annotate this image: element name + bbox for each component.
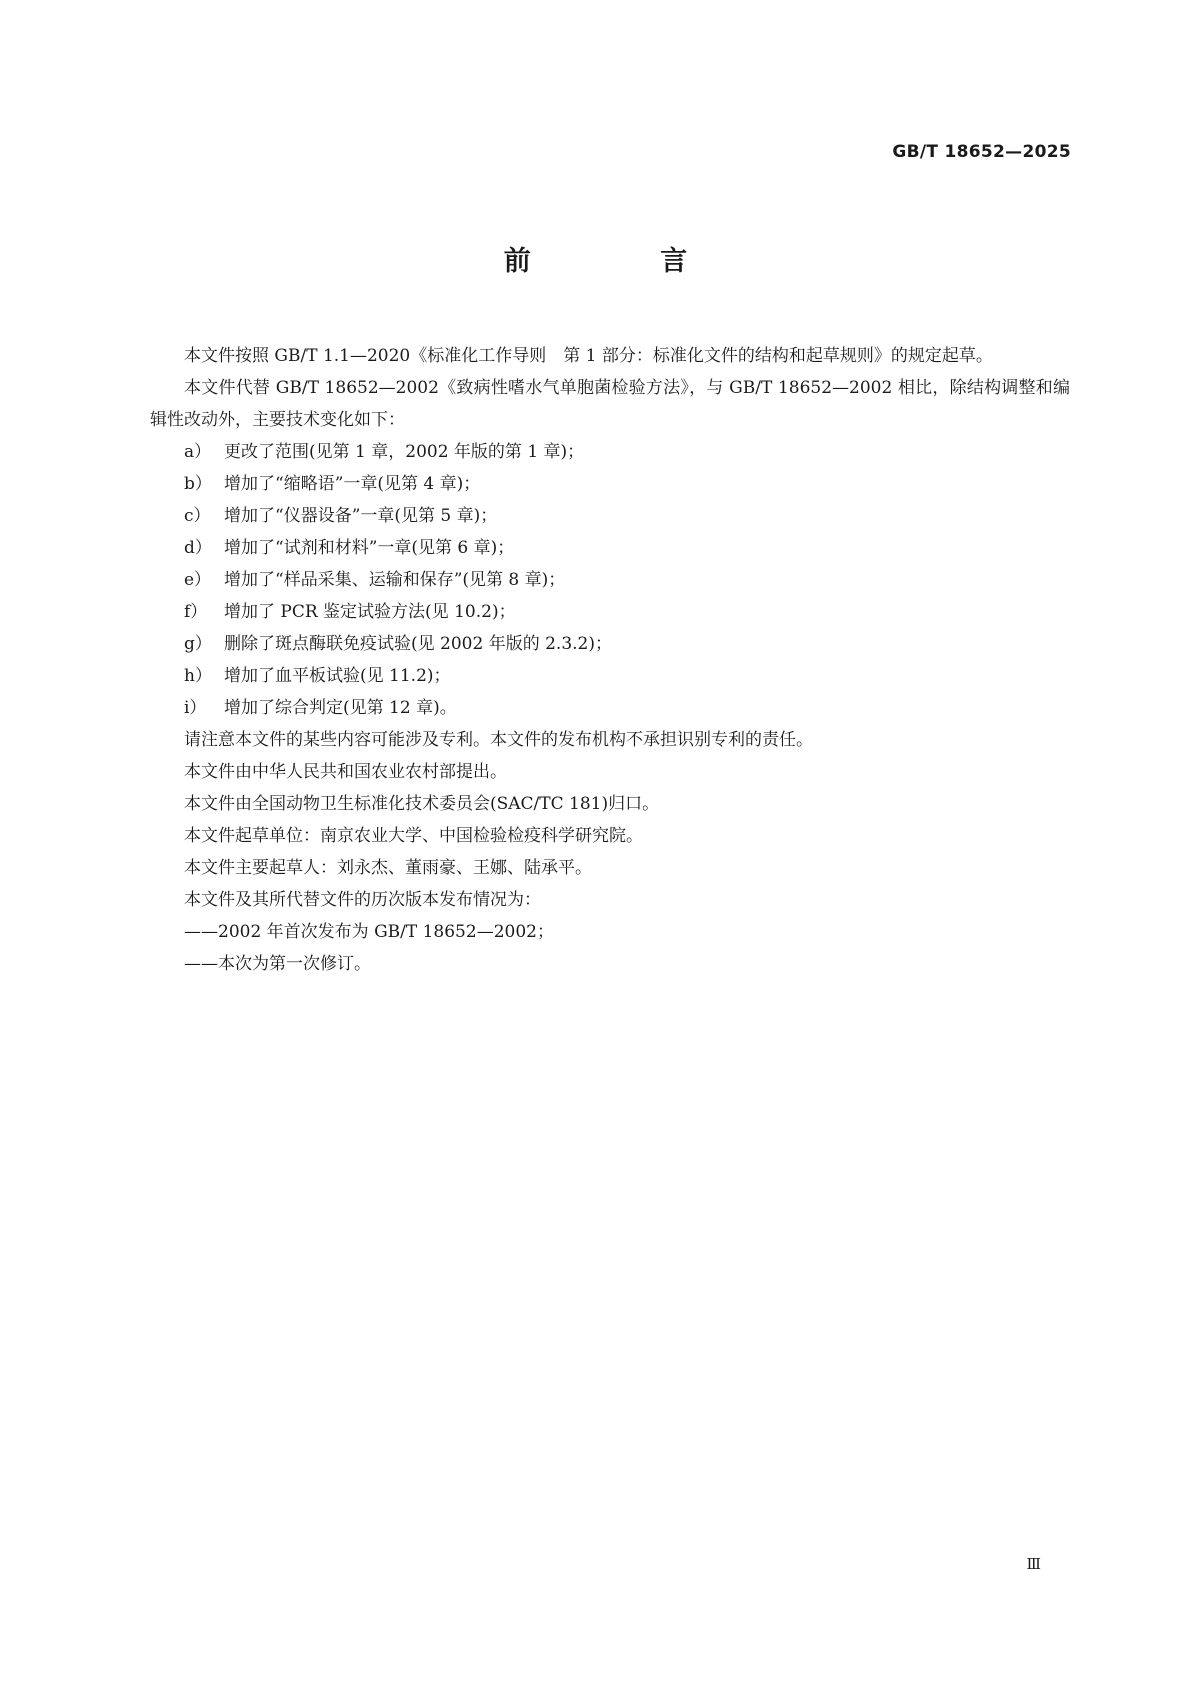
list-item xyxy=(150,532,1070,564)
list-marker: e） xyxy=(184,570,212,590)
list-item xyxy=(150,564,1070,596)
list-marker: h） xyxy=(184,666,212,686)
paragraph-drafting-rules: 本文件按照 GB/T 1.1—2020《标准化工作导则 第 1 部分：标准化文件的结构和起草规则》的规定起草。 xyxy=(184,346,993,366)
changes-list xyxy=(150,436,1070,724)
list-item-text: 增加了“缩略语”一章(见第 4 章)； xyxy=(224,474,481,494)
list-item xyxy=(150,660,1070,692)
list-marker: a） xyxy=(184,442,212,462)
list-item-text: 增加了综合判定(见第 12 章)。 xyxy=(224,698,457,718)
list-item-text: 增加了“试剂和材料”一章(见第 6 章)； xyxy=(224,538,515,558)
list-item xyxy=(150,692,1070,724)
list-item-text: 删除了斑点酶联免疫试验(见 2002 年版的 2.3.2)； xyxy=(224,634,612,654)
history-item: ——本次为第一次修订。 xyxy=(184,954,371,974)
paragraph-drafting-units: 本文件起草单位：南京农业大学、中国检验检疫科学研究院。 xyxy=(184,826,643,846)
paragraph-replacement: 本文件代替 GB/T 18652—2002《致病性嗜水气单胞菌检验方法》，与 GB/T 18652—2002 相比，除结构调整和编辑性改动外，主要技术变化如下： xyxy=(150,378,1070,430)
history-item: ——2002 年首次发布为 GB/T 18652—2002； xyxy=(184,922,554,942)
list-marker: d） xyxy=(184,538,212,558)
paragraph-patent-notice: 请注意本文件的某些内容可能涉及专利。本文件的发布机构不承担识别专利的责任。 xyxy=(184,730,813,750)
list-item-text: 增加了“样品采集、运输和保存”(见第 8 章)； xyxy=(224,570,566,590)
list-item-text: 增加了血平板试验(见 11.2)； xyxy=(224,666,451,686)
foreword-body xyxy=(150,340,1070,980)
list-marker: b） xyxy=(184,474,212,494)
list-item xyxy=(150,596,1070,628)
list-marker: c） xyxy=(184,506,211,526)
list-item-text: 更改了范围(见第 1 章，2002 年版的第 1 章)； xyxy=(224,442,585,462)
history-list xyxy=(150,916,1070,980)
document-code: GB/T 18652—2025 xyxy=(892,142,1071,162)
paragraph-proposer: 本文件由中华人民共和国农业农村部提出。 xyxy=(184,762,507,782)
list-item-text: 增加了 PCR 鉴定试验方法(见 10.2)； xyxy=(224,602,516,622)
list-marker: i） xyxy=(184,698,207,718)
list-item xyxy=(150,628,1070,660)
list-marker: f） xyxy=(184,602,208,622)
list-marker: g） xyxy=(184,634,212,654)
list-item xyxy=(150,468,1070,500)
page-number: Ⅲ xyxy=(1026,1555,1041,1573)
paragraph-committee: 本文件由全国动物卫生标准化技术委员会(SAC/TC 181)归口。 xyxy=(184,794,660,814)
page-title: 前 言 xyxy=(503,246,748,277)
paragraph-drafters: 本文件主要起草人：刘永杰、董雨豪、王娜、陆承平。 xyxy=(184,858,592,878)
paragraph-history-intro: 本文件及其所代替文件的历次版本发布情况为： xyxy=(184,890,541,910)
list-item xyxy=(150,500,1070,532)
list-item xyxy=(150,436,1070,468)
list-item-text: 增加了“仪器设备”一章(见第 5 章)； xyxy=(224,506,498,526)
